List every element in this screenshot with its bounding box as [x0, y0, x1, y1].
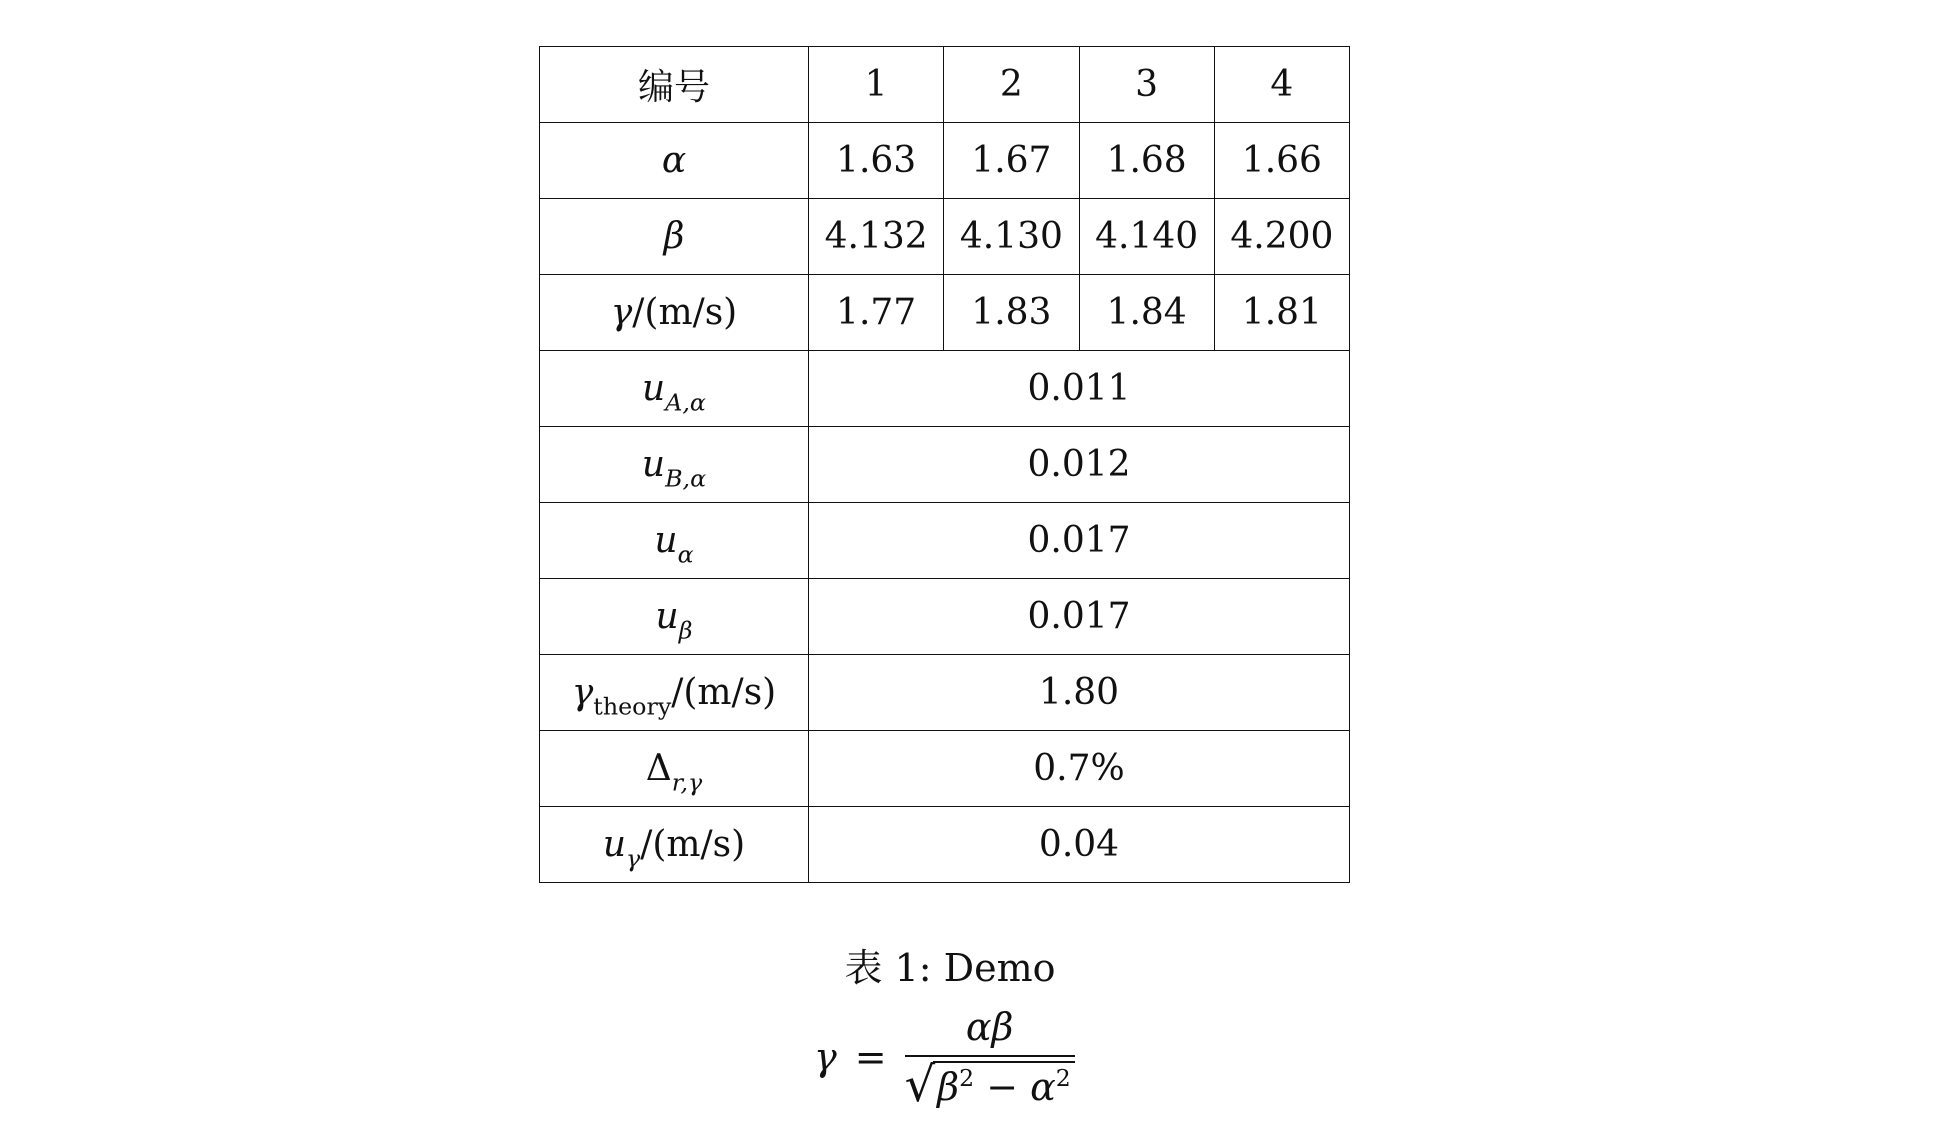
- row-label: [540, 275, 809, 351]
- header-col-2: 2: [944, 47, 1079, 123]
- row-label: [540, 655, 809, 731]
- row-symbol: β: [663, 216, 685, 257]
- cell-merged: 0.011: [809, 351, 1350, 427]
- row-label: [540, 731, 809, 807]
- formula-denominator: [904, 1057, 1075, 1113]
- formula-lhs: γ: [814, 1035, 837, 1079]
- table-caption: 表 1: Demo: [844, 946, 1056, 990]
- sqrt-icon: √: [904, 1057, 936, 1113]
- row-u-alpha: [540, 503, 1350, 579]
- cell: 4.132: [809, 199, 944, 275]
- header-col-3: 3: [1079, 47, 1214, 123]
- row-unit: /(m/s): [671, 672, 777, 713]
- row-u-beta: [540, 579, 1350, 655]
- radicand-alpha-exp: 2: [1055, 1063, 1071, 1092]
- cell-merged: 0.017: [809, 503, 1350, 579]
- radicand-minus: −: [974, 1065, 1031, 1109]
- row-label: [540, 579, 809, 655]
- row-subscript: theory: [593, 692, 672, 721]
- row-label: [540, 503, 809, 579]
- formula-radicand: [933, 1061, 1075, 1109]
- row-subscript: A,α: [665, 388, 706, 417]
- row-symbol: γ: [610, 292, 633, 333]
- row-symbol: u: [642, 368, 666, 409]
- row-symbol: u: [655, 596, 679, 637]
- row-symbol: α: [661, 140, 687, 181]
- header-row: [540, 47, 1350, 123]
- row-gamma: [540, 275, 1350, 351]
- row-unit: /(m/s): [632, 292, 738, 333]
- row-gamma-theory: [540, 655, 1350, 731]
- cell-merged: 0.017: [809, 579, 1350, 655]
- radicand-beta-exp: 2: [959, 1063, 975, 1092]
- radicand-alpha: α: [1030, 1065, 1056, 1109]
- header-label: 编号: [540, 47, 809, 123]
- row-subscript: α: [677, 540, 694, 569]
- row-label: [540, 199, 809, 275]
- header-col-1: 1: [809, 47, 944, 123]
- row-subscript: r,γ: [671, 768, 703, 797]
- cell-merged: 0.012: [809, 427, 1350, 503]
- row-label: [540, 351, 809, 427]
- cell: 1.84: [1079, 275, 1214, 351]
- cell-merged: 0.7%: [809, 731, 1350, 807]
- row-symbol: u: [654, 520, 678, 561]
- row-u-gamma: [540, 807, 1350, 883]
- row-alpha: [540, 123, 1350, 199]
- radicand-beta: β: [937, 1065, 960, 1109]
- row-symbol: u: [602, 824, 626, 865]
- cell: 4.140: [1079, 199, 1214, 275]
- row-label: [540, 807, 809, 883]
- cell-merged: 0.04: [809, 807, 1350, 883]
- header-col-4: 4: [1214, 47, 1349, 123]
- row-label: [540, 427, 809, 503]
- cell: 1.66: [1214, 123, 1349, 199]
- row-symbol: u: [641, 444, 666, 485]
- formula-numerator: αβ: [965, 1005, 1014, 1049]
- cell: 1.63: [809, 123, 944, 199]
- row-u-b-alpha: [540, 427, 1350, 503]
- row-delta-r-gamma: [540, 731, 1350, 807]
- formula: [814, 1005, 1075, 1113]
- formula-equals: =: [854, 1035, 887, 1079]
- row-symbol: γ: [571, 672, 594, 713]
- cell: 4.200: [1214, 199, 1349, 275]
- cell: 4.130: [944, 199, 1079, 275]
- row-u-a-alpha: [540, 351, 1350, 427]
- row-symbol: Δ: [645, 748, 672, 789]
- row-subscript: β: [678, 616, 693, 645]
- cell: 1.83: [944, 275, 1079, 351]
- formula-fraction: [904, 1005, 1075, 1113]
- row-beta: [540, 199, 1350, 275]
- row-label: [540, 123, 809, 199]
- row-subscript: B,α: [665, 464, 707, 493]
- cell-merged: 1.80: [809, 655, 1350, 731]
- row-subscript: γ: [626, 844, 641, 873]
- cell: 1.77: [809, 275, 944, 351]
- data-table: [539, 46, 1350, 883]
- cell: 1.67: [944, 123, 1079, 199]
- cell: 1.81: [1214, 275, 1349, 351]
- cell: 1.68: [1079, 123, 1214, 199]
- row-unit: /(m/s): [640, 824, 746, 865]
